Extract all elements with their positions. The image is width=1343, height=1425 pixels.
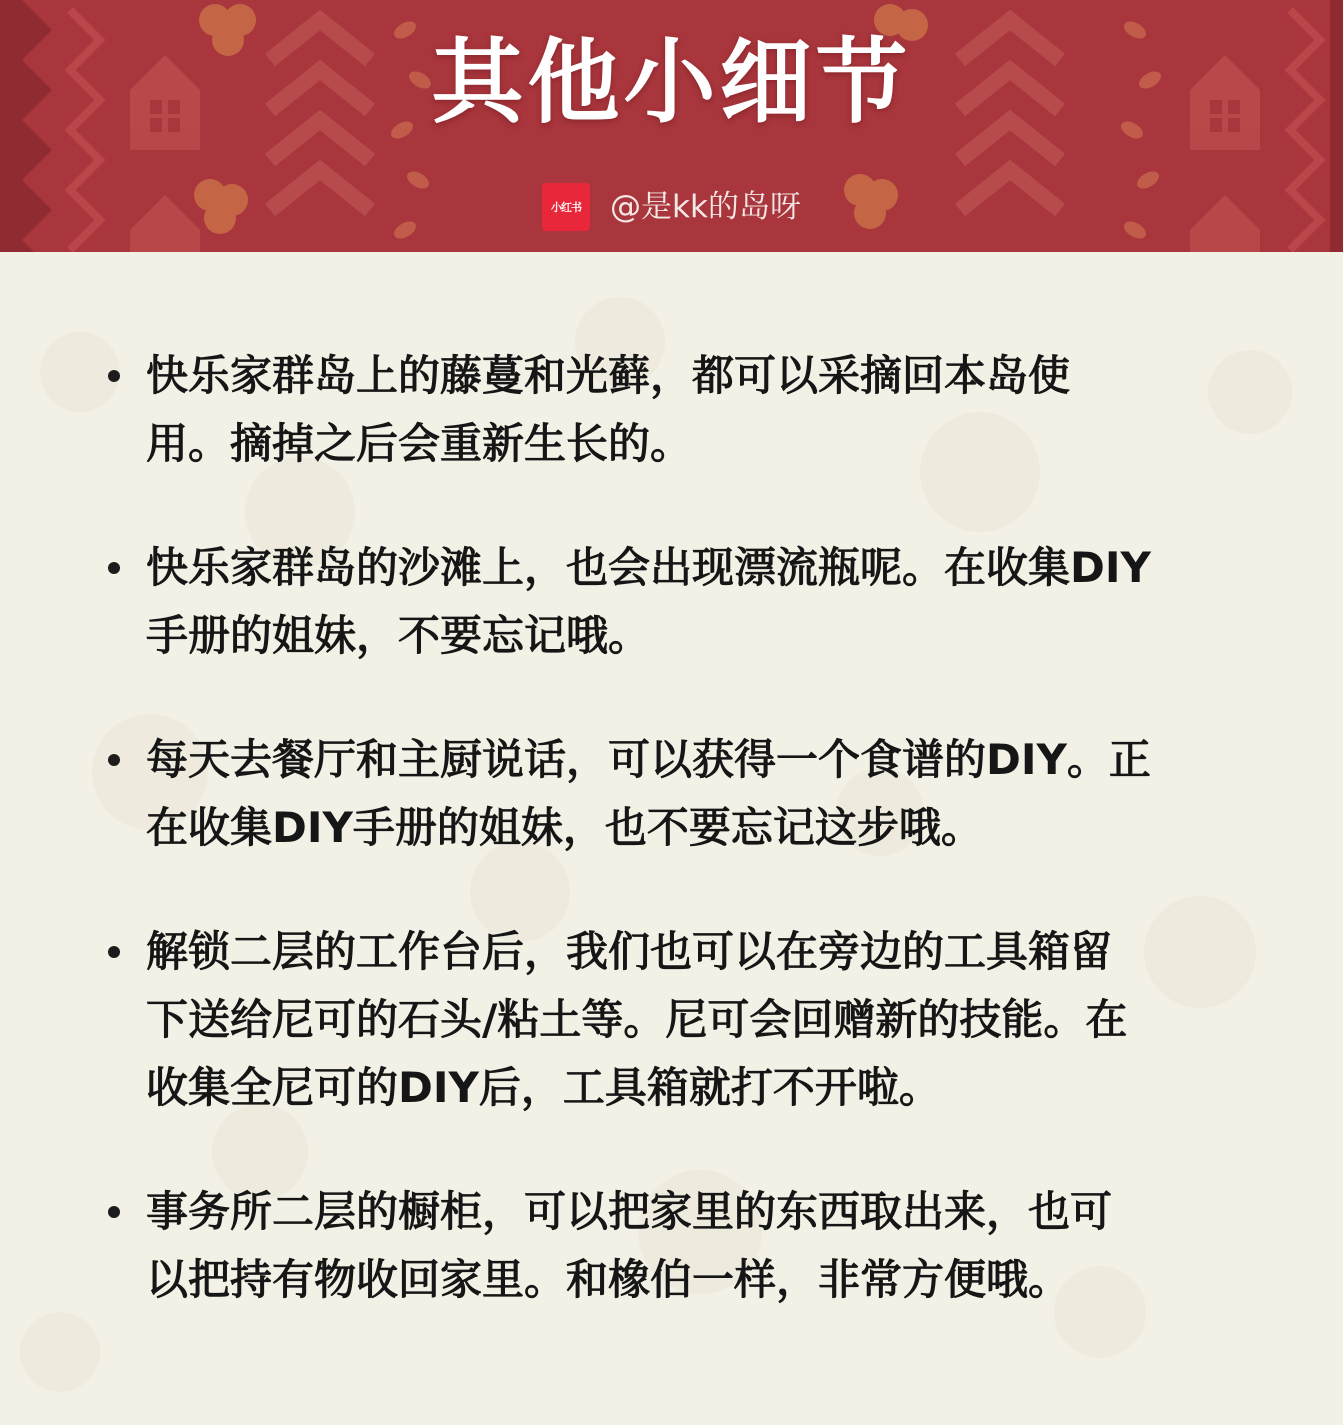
tip-text — [146, 534, 1241, 670]
author-handle[interactable]: @是kk的岛呀 — [610, 189, 801, 225]
tips-content — [0, 252, 1343, 1425]
tip-text — [146, 342, 1241, 478]
tip-line: 用。摘掉之后会重新生长的。 — [146, 419, 693, 468]
tip-line: 每天去餐厅和主厨说话，可以获得一个食谱的DIY。正 — [146, 735, 1151, 784]
tip-line: 在收集DIY手册的姐妹，也不要忘记这步哦。 — [146, 803, 983, 852]
tip-line: 解锁二层的工作台后，我们也可以在旁边的工具箱留 — [146, 927, 1113, 976]
bullet-icon — [108, 370, 120, 382]
tip-line: 手册的姐妹，不要忘记哦。 — [146, 611, 651, 660]
author-row — [0, 182, 1343, 232]
page-title: 其他小细节 — [431, 29, 912, 136]
tip-text — [146, 726, 1241, 862]
tip-text — [146, 1178, 1241, 1314]
tip-line: 快乐家群岛上的藤蔓和光藓，都可以采摘回本岛使 — [146, 351, 1071, 400]
tip-text — [146, 918, 1241, 1122]
bullet-icon — [108, 562, 120, 574]
tip-line: 收集全尼可的DIY后，工具箱就打不开啦。 — [146, 1063, 941, 1112]
bullet-icon — [108, 754, 120, 766]
bullet-icon — [108, 946, 120, 958]
bullet-icon — [108, 1206, 120, 1218]
tip-line: 快乐家群岛的沙滩上，也会出现漂流瓶呢。在收集DIY — [146, 543, 1151, 592]
tip-line: 事务所二层的橱柜，可以把家里的东西取出来，也可 — [146, 1187, 1113, 1236]
tip-line: 下送给尼可的石头/粘土等。尼可会回赠新的技能。在 — [146, 995, 1128, 1044]
tip-line: 以把持有物收回家里。和橡伯一样，非常方便哦。 — [146, 1255, 1071, 1304]
header-banner — [0, 0, 1343, 252]
xiaohongshu-logo-icon: 小红书 — [542, 183, 590, 231]
